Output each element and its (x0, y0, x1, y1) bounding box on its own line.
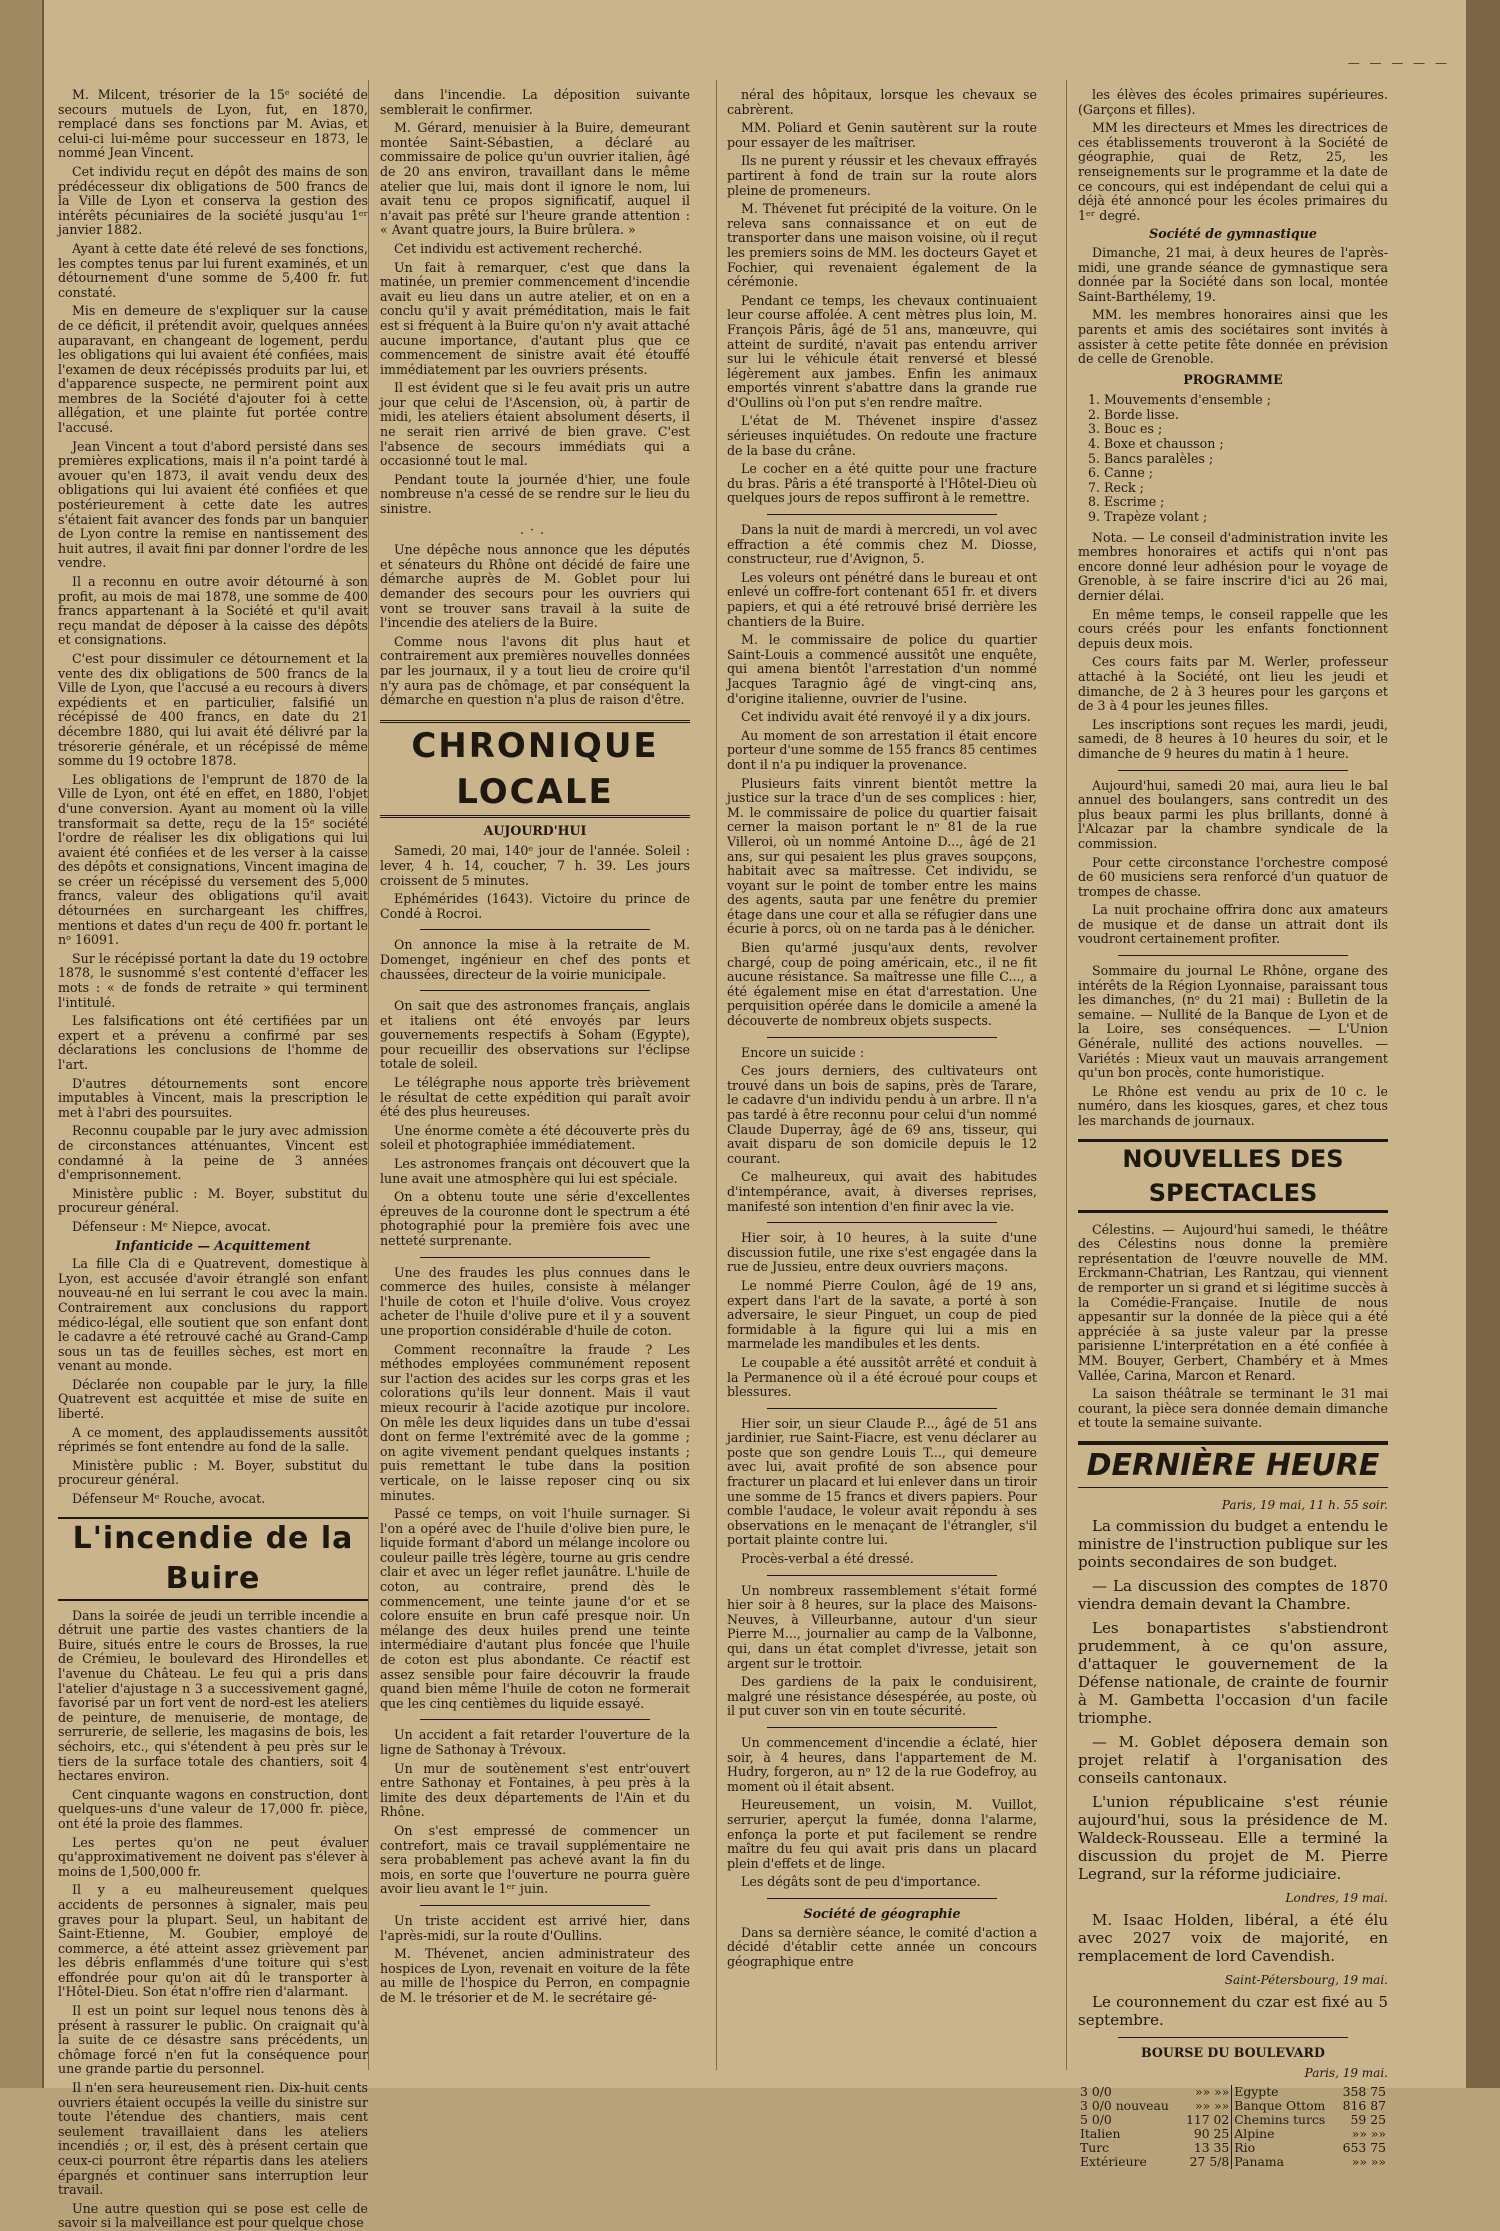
dateline: Londres, 19 mai. (1285, 1890, 1388, 1905)
paragraph: Un commencement d'incendie a éclaté, hier soir, à 4 heures, dans l'appartement de M. Hudry, forgeron, au nᵒ 12 de la rue Godefroy, au moment où il était absent. (727, 1734, 1037, 1794)
bourse-date: Paris, 19 mai. (1304, 2066, 1388, 2081)
paragraph: Mis en demeure de s'expliquer sur la cause de ce déficit, il prétendit avoir, quelques années auparavant, en changeant de logement, perdu les obligations qui lui avaient été confiées, mais l'examen de deux récépissés produits par lui, et d'apparence suspecte, ne permirent point aux membres de la Société d'ajouter foi à cette allégation, et une plainte fut portée contre l'accusé. (58, 303, 368, 436)
program-list (1088, 393, 1388, 524)
paragraph: Jean Vincent a tout d'abord persisté dans ses premières explications, mais il n'a point tardé à avouer qu'en 1873, il avait vendu deux des obligations qui lui avaient été confiées et que postérieurement à cette date les autres s'étaient fait avancer des fonds par un banquier de Lyon contre la remise en nantissement des huit autres, il avait fini par donner l'ordre de les vendre. (58, 438, 368, 571)
divider (767, 1898, 997, 1899)
paragraph: MM. les membres honoraires ainsi que les parents et amis des sociétaires sont invités à assister à cette petite fête donnée en prévision de celle de Grenoble. (1078, 307, 1388, 367)
column-4 (1078, 87, 1388, 2169)
table-cell: Panama (1234, 2153, 1284, 2169)
paragraph: Des gardiens de la paix le conduisirent, malgré une résistance désespérée, au poste, où il put cuver son vin en toute sécurité. (727, 1674, 1037, 1719)
table-cell: Egypte (1234, 2083, 1279, 2099)
table-cell: Alpine (1234, 2125, 1275, 2141)
table-cell: Turc (1080, 2139, 1110, 2155)
divider (767, 1727, 997, 1728)
paragraph: Le coupable a été aussitôt arrêté et conduit à la Permanence où il a été écroué pour coups et blessures. (727, 1354, 1037, 1400)
paragraph: Sur le récépissé portant la date du 19 octobre 1878, le susnommé s'est contenté d'effacer les mots : « de fonds de retraite » qui terminent l'intitulé. (58, 950, 368, 1010)
section-heading: Infanticide — Acquittement (115, 1237, 311, 1253)
table-cell: 59 25 (1350, 2111, 1386, 2127)
paragraph: Il est évident que si le feu avait pris un autre jour que celui de l'Ascension, où, à partir de midi, les ateliers étaient absolument déserts, il ne serait rien arrivé de bien grave. C'est l'absence de secours immédiats qui a occasionné tout le mal. (380, 380, 690, 469)
divider (420, 1905, 650, 1906)
paragraph: Les obligations de l'emprunt de 1870 de la Ville de Lyon, ont été en effet, en 1880, l'objet d'une conversion. Ayant au moment où la ville transformait sa dette, reçu de la 15ᵉ société l'ordre de réaliser les dix obligations qui lui avaient été confiées et de les verser à la caisse des dépôts et consignations, Vincent imagina de se créer un récépissé du versement des 5,000 francs, valeur des obligations qu'il avait détournées en surchargeant les chiffres, mentions et dates d'un reçu de 400 fr. portant le nᵒ 16091. (58, 771, 368, 948)
latest-news (1078, 1517, 1388, 2029)
paragraph: Comme nous l'avons dit plus haut et contrairement aux premières nouvelles données par les journaux, il y a tout lieu de croire qu'il n'y aura pas de chômage, et par conséquent la démarche en question n'a plus de raison d'être. (380, 633, 690, 708)
program-heading: PROGRAMME (1183, 371, 1283, 387)
page-edge-shadow (1466, 0, 1500, 2088)
list-item: 1. Mouvements d'ensemble ; (1088, 392, 1271, 408)
table-cell: 5 0/0 (1080, 2111, 1112, 2127)
paragraph: Pendant ce temps, les chevaux continuaient leur course affolée. A cent mètres plus loin, M. François Pâris, âgé de 51 ans, manœuvre, qui atteint de surdité, n'avait pas entendu arriver sur lui le véhicule était renversé et blessé légèrement aux jambes. Enfin les animaux emportés vinrent s'abattre dans la grande rue d'Oullins où l'on put s'en rendre maître. (727, 292, 1037, 410)
column-rule (716, 80, 717, 2070)
paragraph: Reconnu coupable par le jury avec admission de circonstances atténuantes, Vincent est condamné à la peine de 3 années d'emprisonnement. (58, 1123, 368, 1183)
paragraph: Les dégâts sont de peu d'importance. (741, 1874, 981, 1890)
paragraph: Il a reconnu en outre avoir détourné à son profit, au mois de mai 1878, une somme de 400 francs appartenant à la Société et qu'il avait reçu mandat de déposer à la caisse des dépôts et consignations. (58, 574, 368, 648)
section-heading: Société de géographie (803, 1905, 961, 1921)
news-item: M. Isaac Holden, libéral, a été élu avec 2027 voix de majorité, en remplacement de lord Cavendish. (1078, 1910, 1388, 1965)
paragraph: M. Gérard, menuisier à la Buire, demeurant montée Saint-Sébastien, a déclaré au commissaire de police qu'un ouvrier italien, âgé de 20 ans environ, travaillant dans le même atelier que lui, mais dont il ignore le nom, lui avait tenu ce propos significatif, auquel il n'avait pas prêté sur l'heure grande attention : « Avant quatre jours, la Buire brûlera. » (380, 120, 690, 238)
corner-mark: — — — — — (1347, 56, 1450, 70)
table-cell: Extérieure (1080, 2153, 1147, 2169)
paragraph: Cet individu avait été renvoyé il y a dix jours. (741, 709, 1031, 725)
paragraph: les élèves des écoles primaires supérieures. (Garçons et filles). (1078, 87, 1388, 117)
paragraph: Nota. — Le conseil d'administration invite les membres honoraires et actifs qui n'ont pas encore donné leur adhésion pour le voyage de Grenoble, à se faire inscrire d'ici au 26 mai, dernier délai. (1078, 529, 1388, 603)
paragraph: MM. Poliard et Genin sautèrent sur la route pour essayer de les maîtriser. (727, 120, 1037, 150)
paragraph: Les falsifications ont été certifiées par un expert et a prévenu a confirmé par ses déclarations les conclusions de l'homme de l'art. (58, 1013, 368, 1072)
list-item: 4. Boxe et chausson ; (1088, 436, 1224, 452)
table-cell: Rio (1234, 2139, 1256, 2155)
paragraph: On sait que des astronomes français, anglais et italiens ont été envoyés par leurs gouvernements respectifs à Soham (Egypte), pour recueillir des observations sur l'éclipse totale de soleil. (380, 998, 690, 1072)
divider (1118, 2037, 1348, 2038)
paragraph: Un nombreux rassemblement s'était formé hier soir à 8 heures, sur la place des Maisons-Neuves, à Villeurbanne, autour d'un sieur Pierre M..., journalier au camp de la Valbonne, qui, dans un état complet d'ivresse, jetait son argent sur le trottoir. (727, 1582, 1037, 1671)
bourse-title: BOURSE DU BOULEVARD (1141, 2044, 1325, 2060)
divider (767, 1037, 997, 1038)
paragraph: Ces cours faits par M. Werler, professeur attaché à la Société, ont lieu les jeudi et dimanche, de 2 à 3 heures pour les garçons et de 3 à 4 pour les jeunes filles. (1078, 654, 1388, 714)
adjacent-page-strip (0, 0, 44, 2088)
paragraph: M. Thévenet, ancien administrateur des hospices de Lyon, revenait en voiture de la fête au mille de l'hospice du Perron, en compagnie de M. le trésorier et de M. le secrétaire gé- (380, 1946, 690, 2005)
paragraph: Il n'en sera heureusement rien. Dix-huit cents ouvriers étaient occupés la veille du sinistre sur toute l'étendue des chantiers, mais cent seulement travaillaient dans les ateliers incendiés ; or, il est, dès à présent certain que ceux-ci pourront être répartis dans les ateliers épargnés et continuer sans interruption leur travail. (58, 2080, 368, 2198)
paragraph: Ministère public : M. Boyer, substitut du procureur général. (58, 1185, 368, 1216)
paragraph: dans l'incendie. La déposition suivante semblerait le confirmer. (380, 87, 690, 117)
paragraph: Un triste accident est arrivé hier, dans l'après-midi, sur la route d'Oullins. (380, 1912, 690, 1943)
dateline: Paris, 19 mai, 11 h. 55 soir. (1221, 1497, 1388, 1512)
paragraph: Ministère public : M. Boyer, substitut du procureur général. (58, 1457, 368, 1488)
divider (767, 1408, 997, 1409)
paragraph: Défenseur Mᵉ Rouche, avocat. (72, 1491, 266, 1507)
paragraph: Hier soir, un sieur Claude P..., âgé de 51 ans jardinier, rue Saint-Fiacre, est venu déclarer au poste que son gendre Louis T..., qui demeure avec lui, avait profité de son absence pour fracturer un placard et lui enlever dans un tiroir une somme de 15 francs et divers papiers. Pour comble l'audace, le voleur avait répondu à ses observations en le menaçant de l'étrangler, s'il portait plainte contre lui. (727, 1415, 1037, 1548)
paragraph: Procès-verbal a été dressé. (741, 1551, 914, 1567)
table-cell: Banque Ottom (1234, 2097, 1326, 2113)
table-cell: Chemins turcs (1234, 2111, 1326, 2127)
paragraph: Le nommé Pierre Coulon, âgé de 19 ans, expert dans l'art de la savate, a porté à son adversaire, le sieur Pinguet, un coup de pied formidable à la figure qui lui a mis en marmelade les mandibules et les dents. (727, 1277, 1037, 1352)
news-item: L'union républicaine s'est réunie aujourd'hui, sous la présidence de M. Waldeck-Rousseau. Elle a terminé la discussion du projet de M. Pierre Legrand, sur la réforme judiciaire. (1078, 1792, 1388, 1883)
subheading-today: AUJOURD'HUI (483, 822, 587, 838)
divider (1118, 770, 1348, 771)
paragraph: Défenseur : Mᵉ Niepce, avocat. (72, 1218, 271, 1234)
list-item: 2. Borde lisse. (1088, 406, 1179, 422)
paragraph: D'autres détournements sont encore imputables à Vincent, mais la prescription le met à l'abri des poursuites. (58, 1075, 368, 1120)
paragraph: MM les directeurs et Mmes les directrices de ces établissements trouveront à la Société de géographie, quai de Retz, 25, les renseignements sur le programme et la date de ce concours, qui est indépendant de celui qui a déjà été annoncé pour les écoles primaires du 1ᵉʳ degré. (1078, 120, 1388, 223)
stock-table (1078, 2085, 1388, 2169)
paragraph: Passé ce temps, on voit l'huile surnager. Si l'on a opéré avec de l'huile d'olive bien pure, le liquide formant d'abord un mélange incolore ou couleur paille très légère, tourne au gris cendre clair et avec un léger reflet jaunâtre. L'huile de coton, au contraire, prend dès le commencement, une teinte jaune d'or et se colore ensuite en brun café presque noir. Un mélange des deux huiles prend une teinte intermédiaire d'autant plus foncée que l'huile de coton est plus abondante. Ce réactif est assez sensible pour faire découvrir la fraude quand bien même l'huile de coton ne formerait que les cinq centièmes du liquide essayé. (380, 1506, 690, 1711)
paragraph: Une autre question qui se pose est celle de savoir si la malveillance est pour quelque chose (58, 2200, 368, 2231)
news-item: — La discussion des comptes de 1870 viendra demain devant la Chambre. (1078, 1576, 1388, 1613)
table-cell: »» »» (1179, 2085, 1231, 2099)
column-3 (727, 88, 1037, 2068)
divider (420, 990, 650, 991)
paragraph: Célestins. — Aujourd'hui samedi, le théâtre des Célestins nous donne la première représentation de l'œuvre nouvelle de MM. Erckmann-Chatrian, Les Rantzau, qui viennent de remporter un si grand et si légitime succès à la Comédie-Française. Inutile de nous appesantir sur la donnée de la pièce qui a été appréciée à sa juste valeur par la presse parisienne L'interprétation en a été confiée à MM. Bouyer, Gerbert, Chambéry et à Mmes Vallée, Carina, Marcon et Renard. (1078, 1221, 1388, 1383)
divider (420, 1719, 650, 1720)
paragraph: Il est un point sur lequel nous tenons dès à présent à rassurer le public. On craignait qu'à la suite de ce désastre sans précédents, un chômage forcé n'en fut la conséquence pour une grande partie du personnel. (58, 2003, 368, 2077)
column-rule (368, 80, 369, 2070)
paragraph: Cet individu est activement recherché. (394, 240, 643, 256)
paragraph: Une énorme comète a été découverte près du soleil et photographiée immédiatement. (380, 1122, 690, 1153)
article-title: L'incendie de la Buire (58, 1517, 368, 1601)
paragraph: M. Milcent, trésorier de la 15ᵉ société de secours mutuels de Lyon, fut, en 1870, remplacé dans ses fonctions par M. Avias, et celui-ci lui-même pour successeur en 1873, le nommé Jean Vincent. (58, 87, 368, 161)
table-cell: »» »» (1351, 2153, 1386, 2169)
paragraph: Cent cinquante wagons en construction, dont quelques-uns d'une valeur de 17,000 fr. pièce, ont été la proie des flammes. (58, 1786, 368, 1831)
table-cell: Italien (1080, 2125, 1121, 2141)
paragraph: Ils ne purent y réussir et les chevaux effrayés partirent à fond de train sur la route alors pleine de promeneurs. (727, 153, 1037, 198)
paragraph: L'état de M. Thévenet inspire d'assez sérieuses inquiétudes. On redoute une fracture de la base du crâne. (727, 413, 1037, 458)
paragraph: Ayant à cette date été relevé de ses fonctions, les comptes tenus par lui furent examinés, et un détournement d'une somme de 5,400 fr. fut constaté. (58, 240, 368, 300)
paragraph: Pendant toute la journée d'hier, une foule nombreuse n'a cessé de se rendre sur le lieu du sinistre. (380, 471, 690, 517)
table-cell: 816 87 (1342, 2097, 1386, 2113)
paragraph: Heureusement, un voisin, M. Vuillot, serrurier, aperçut la fumée, donna l'alarme, enfonça la porte et put facilement se rendre maître du feu qui avait pris dans un placard plein d'effets et de linge. (727, 1797, 1037, 1871)
table-row (1078, 2141, 1388, 2155)
column-1 (58, 87, 368, 2231)
paragraph: Le cocher en a été quitte pour une fracture du bras. Pâris a été transporté à l'Hôtel-Dieu où quelques jours de repos suffiront à le remettre. (727, 461, 1037, 506)
paragraph: Dans sa dernière séance, le comité d'action a décidé d'établir cette année un concours géographique entre (727, 1924, 1037, 1969)
table-cell: 90 25 (1179, 2127, 1231, 2141)
table-cell: »» »» (1179, 2099, 1231, 2113)
divider (767, 514, 997, 515)
table-cell: 27 5/8 (1179, 2155, 1231, 2169)
column-2 (380, 88, 690, 2068)
news-item: Les bonapartistes s'abstiendront prudemment, à ce qu'on assure, d'attaquer le gouvernement de la Défense nationale, de crainte de fournir à M. Gambetta l'occasion d'un facile triomphe. (1078, 1618, 1388, 1727)
divider (1118, 955, 1348, 956)
divider (420, 1257, 650, 1258)
paragraph: On annonce la mise à la retraite de M. Domenget, ingénieur en chef des ponts et chaussées, directeur de la voirie municipale. (380, 937, 690, 982)
paragraph: Un fait à remarquer, c'est que dans la matinée, un premier commencement d'incendie avait eu lieu dans un autre atelier, et on en a conclu qu'il y avait préméditation, mais le fait est si fréquent à la Buire qu'on n'y avait attaché aucune importance, d'autant plus que ce commencement de sinistre avait été étouffé immédiatement par les ouvriers présents. (380, 259, 690, 377)
table-row (1078, 2155, 1388, 2169)
paragraph: Comment reconnaître la fraude ? Les méthodes employées communément reposent sur l'action des acides sur les corps gras et les colorations qu'ils leur donnent. Mais il vaut mieux recourir à l'acide azotique pur incolore. On mêle les deux liquides dans un tube d'essai dont on ferme l'extrémité avec de la gomme ; on agite vivement pendant quelques instants ; puis remettant le tube dans la position verticale, on le laisse reposer cinq ou six minutes. (380, 1341, 690, 1503)
paragraph: Aujourd'hui, samedi 20 mai, aura lieu le bal annuel des boulangers, sans contredit un des plus beaux parmi les plus brillants, donné à l'Alcazar par la chambre syndicale de la commission. (1078, 777, 1388, 851)
news-item: La commission du budget a entendu le ministre de l'instruction publique sur les points secondaires de son budget. (1078, 1516, 1388, 1571)
paragraph: Les astronomes français ont découvert que la lune avait une atmosphère qui lui est spéciale. (380, 1156, 690, 1186)
table-cell: 3 0/0 (1080, 2083, 1112, 2099)
dateline: Saint-Pétersbourg, 19 mai. (1224, 1972, 1388, 1987)
table-cell: 358 75 (1342, 2083, 1386, 2099)
paragraph: Un accident a fait retarder l'ouverture de la ligne de Sathonay à Trévoux. (380, 1727, 690, 1757)
paragraph: M. le commissaire de police du quartier Saint-Louis a commencé aussitôt une enquête, qui amena bientôt l'arrestation d'un nommé Jacques Taragnio âgé de vingt-cinq ans, d'origine italienne, ouvrier de l'usine. (727, 632, 1037, 706)
paragraph: M. Thévenet fut précipité de la voiture. On le releva sans connaissance et on eut de transporter dans une maison voisine, où il reçut les premiers soins de MM. les docteurs Gayet et Fochier, qui revenaient également de la cérémonie. (727, 201, 1037, 290)
paragraph: La fille Cla di e Quatrevent, domestique à Lyon, est accusée d'avoir étranglé son enfant nouveau-né en lui serrant le cou avec la main. Contrairement aux conclusions du rapport médico-légal, elle soutient que son enfant dont le cadavre a été retrouvé caché au Grand-Camp sous un tas de feuilles sèches, est mort en venant au monde. (58, 1256, 368, 1374)
paragraph: Dans la nuit de mardi à mercredi, un vol avec effraction a été commis chez M. Diosse, constructeur, rue d'Avignon, 5. (727, 522, 1037, 567)
news-item: — M. Goblet déposera demain son projet relatif à l'organisation des conseils cantonaux. (1078, 1732, 1388, 1787)
divider (767, 1575, 997, 1576)
paragraph: Samedi, 20 mai, 140ᵉ jour de l'année. Soleil : lever, 4 h. 14, coucher, 7 h. 39. Les jours croissent de 5 minutes. (380, 843, 690, 888)
paragraph: Une dépêche nous annonce que les députés et sénateurs du Rhône ont décidé de faire une démarche auprès de M. Goblet pour lui demander des secours pour les ouvriers qui vont se trouver sans travail à la suite de l'incendie des ateliers de la Buire. (380, 542, 690, 631)
paragraph: Au moment de son arrestation il était encore porteur d'une somme de 155 francs 85 centimes dont il n'a pu indiquer la provenance. (727, 727, 1037, 772)
news-item: Le couronnement du czar est fixé au 5 septembre. (1078, 1992, 1388, 2029)
paragraph: Les inscriptions sont reçues les mardi, jeudi, samedi, de 8 heures à 10 heures du soir, et le dimanche de 9 heures du matin à 1 heure. (1078, 716, 1388, 761)
paragraph: On s'est empressé de commencer un contrefort, mais ce travail supplémentaire ne sera probablement pas achevé avant la fin du mois, en sorte que l'ouverture ne pourra guère avoir lieu avant le 1ᵉʳ juin. (380, 1822, 690, 1897)
paragraph: Les pertes qu'on ne peut évaluer qu'approximativement ne doivent pas s'élever à moins de 1,500,000 fr. (58, 1834, 368, 1879)
paragraph: Dimanche, 21 mai, à deux heures de l'après-midi, une grande séance de gymnastique sera donnée par la Société dans son local, montée Saint-Barthélemy, 19. (1078, 244, 1388, 304)
divider (420, 929, 650, 930)
paragraph: Dans la soirée de jeudi un terrible incendie a détruit une partie des vastes chantiers de la Buire, situés entre le cours de Brosses, la rue de Crémieu, le boulevard des Hirondelles et l'avenue du Château. Le feu qui a pris dans l'atelier d'ajustage n 3 a successivement gagné, favorisé par un fort vent de nord-est les ateliers de peinture, de menuiserie, de montage, de serrurerie, de sellerie, les magasins de bois, les séchoirs, etc., qui s'étendent à peu près sur le tiers de la surface totale des chantiers, soit 4 hectares environ. (58, 1607, 368, 1784)
paragraph: Sommaire du journal Le Rhône, organe des intérêts de la Région Lyonnaise, paraissant tous les dimanches, (nᵒ du 21 mai) : Bulletin de la semaine. — Nullité de la Banque de Lyon et de la Loire, ses conséquences. — L'Union Générale, nullité des actions nouvelles. — Variétés : Mieux vaut un mauvais arrangement qu'un bon procès, conte humoristique. (1078, 963, 1388, 1081)
paragraph: Bien qu'armé jusqu'aux dents, revolver chargé, coup de poing américain, etc., il ne fit aucune résistance. Sa maîtresse une fille C..., a été également mise en état d'arrestation. Une perquisition opérée dans le domicile a amené la découverte de nombreux objets suspects. (727, 940, 1037, 1029)
paragraph: Un mur de soutènement s'est entr'ouvert entre Sathonay et Fontaines, à peu près à la limite des deux départements de l'Ain et du Rhône. (380, 1760, 690, 1820)
paragraph: La nuit prochaine offrira donc aux amateurs de musique et de danse un attrait dont ils voudront certainement profiter. (1078, 902, 1388, 947)
separator-dots: .·. (519, 521, 550, 537)
section-title-spectacles: NOUVELLES DES SPECTACLES (1078, 1139, 1388, 1213)
paragraph: La saison théâtrale se terminant le 31 mai courant, la pièce sera donnée demain dimanche et toute la semaine suivante. (1078, 1386, 1388, 1431)
paragraph: Hier soir, à 10 heures, à la suite d'une discussion futile, une rixe s'est engagée dans la rue de Jussieu, entre deux ouvriers maçons. (727, 1230, 1037, 1275)
paragraph: Déclarée non coupable par le jury, la fille Quatrevent est acquittée et mise de suite en liberté. (58, 1376, 368, 1422)
section-title-derniere-heure: DERNIÈRE HEURE (1078, 1441, 1388, 1488)
table-cell: 13 35 (1179, 2141, 1231, 2155)
paragraph: Cet individu reçut en dépôt des mains de son prédécesseur dix obligations de 500 francs de la Ville de Lyon et conserva la gestion des intérêts pécuniaires de la société jusqu'au 1ᵉʳ janvier 1882. (58, 163, 368, 238)
list-item: 3. Bouc es ; (1088, 421, 1163, 437)
table-cell: »» »» (1351, 2125, 1386, 2141)
paragraph: Pour cette circonstance l'orchestre composé de 60 musiciens sera renforcé d'un quatuor de trompes de chasse. (1078, 854, 1388, 899)
paragraph: Ephémérides (1643). Victoire du prince de Condé à Rocroi. (380, 891, 690, 921)
list-item: 5. Bancs paralèles ; (1088, 450, 1214, 466)
paragraph: A ce moment, des applaudissements aussitôt réprimés se font entendre au fond de la salle. (58, 1424, 368, 1455)
paragraph: Ces jours derniers, des cultivateurs ont trouvé dans un bois de sapins, près de Tarare, le cadavre d'un individu pendu à un arbre. Il n'a pas tardé à être reconnu pour celui d'un nommé Claude Duperray, âgé de 69 ans, tisseur, qui avait disparu de son domicile depuis le 12 courant. (727, 1063, 1037, 1166)
table-cell: 653 75 (1342, 2139, 1386, 2155)
paragraph: Le Rhône est vendu au prix de 10 c. le numéro, dans les kiosques, gares, et chez tous les marchands de journaux. (1078, 1083, 1388, 1128)
list-item: 8. Escrime ; (1088, 494, 1165, 510)
list-item: 6. Canne ; (1088, 465, 1154, 481)
paragraph: En même temps, le conseil rappelle que les cours créés pour les enfants fonctionnent depuis deux mois. (1078, 606, 1388, 651)
table-row (1078, 2113, 1388, 2127)
table-row (1078, 2085, 1388, 2099)
paragraph: Encore un suicide : (741, 1044, 865, 1060)
paragraph: Il y a eu malheureusement quelques accidents de personnes à signaler, mais peu graves pour la plupart. Seul, un habitant de Saint-Etienne, M. Goubier, employé de commerce, a été atteint assez grièvement par les débris enflammés d'une toiture qui s'est effondrée pour qu'on ait dû le transporter à l'Hôtel-Dieu. Son état n'offre rien d'alarmant. (58, 1882, 368, 2000)
paragraph: On a obtenu toute une série d'excellentes épreuves de la couronne dont le spectrum a été photographié pour la première fois avec une netteté surprenante. (380, 1189, 690, 1248)
table-cell: 3 0/0 nouveau (1080, 2097, 1169, 2113)
table-cell: 117 02 (1179, 2113, 1231, 2127)
table-row (1078, 2099, 1388, 2113)
paragraph: Ce malheureux, qui avait des habitudes d'intempérance, avait, à diverses reprises, manifesté son intention d'en finir avec la vie. (727, 1169, 1037, 1214)
list-item: 7. Reck ; (1088, 479, 1144, 495)
table-row (1078, 2127, 1388, 2141)
paragraph: Le télégraphe nous apporte très brièvement le résultat de cette expédition qui paraît avoir été des plus heureuses. (380, 1075, 690, 1120)
section-heading: Société de gymnastique (1149, 226, 1317, 242)
divider (767, 1222, 997, 1223)
section-title-chronique: CHRONIQUE LOCALE (380, 720, 690, 818)
paragraph: Une des fraudes les plus connues dans le commerce des huiles, consiste à mélanger l'huile de coton et l'huile d'olive. Vous croyez acheter de l'huile d'olive pure et il y a souvent une proportion considérable d'huile de coton. (380, 1264, 690, 1338)
paragraph: Les voleurs ont pénétré dans le bureau et ont enlevé un coffre-fort contenant 651 fr. et divers papiers, et qui a été retrouvé brisé derrière les chantiers de la Buire. (727, 569, 1037, 629)
list-item: 9. Trapèze volant ; (1088, 509, 1208, 525)
column-rule (1066, 80, 1067, 2070)
paragraph: Plusieurs faits vinrent bientôt mettre la justice sur la trace d'un de ses complices : hier, M. le commissaire de police du quartier faisait cerner la maison portant le nᵒ 81 de la rue Villeroi, où un nommé Antoine D..., âgé de 21 ans, sur qui pesaient les plus graves soupçons, habitait avec sa maîtresse. Cet individu, se voyant sur le point de tomber entre les mains des agents, sauta par une fenêtre du premier étage dans une cour et alla se réfugier dans une écurie à porcs, où on ne tarda pas à le dénicher. (727, 775, 1037, 937)
paragraph: C'est pour dissimuler ce détournement et la vente des dix obligations de 500 francs de la Ville de Lyon, que l'accusé a eu recours à divers expédients et en particulier, falsifié un récépissé de 400 francs, en date du 21 décembre 1880, qui lui avait été délivré par la trésorerie générale, et un récépissé de même somme du 19 octobre 1878. (58, 650, 368, 769)
paragraph: néral des hôpitaux, lorsque les chevaux se cabrèrent. (727, 87, 1037, 117)
